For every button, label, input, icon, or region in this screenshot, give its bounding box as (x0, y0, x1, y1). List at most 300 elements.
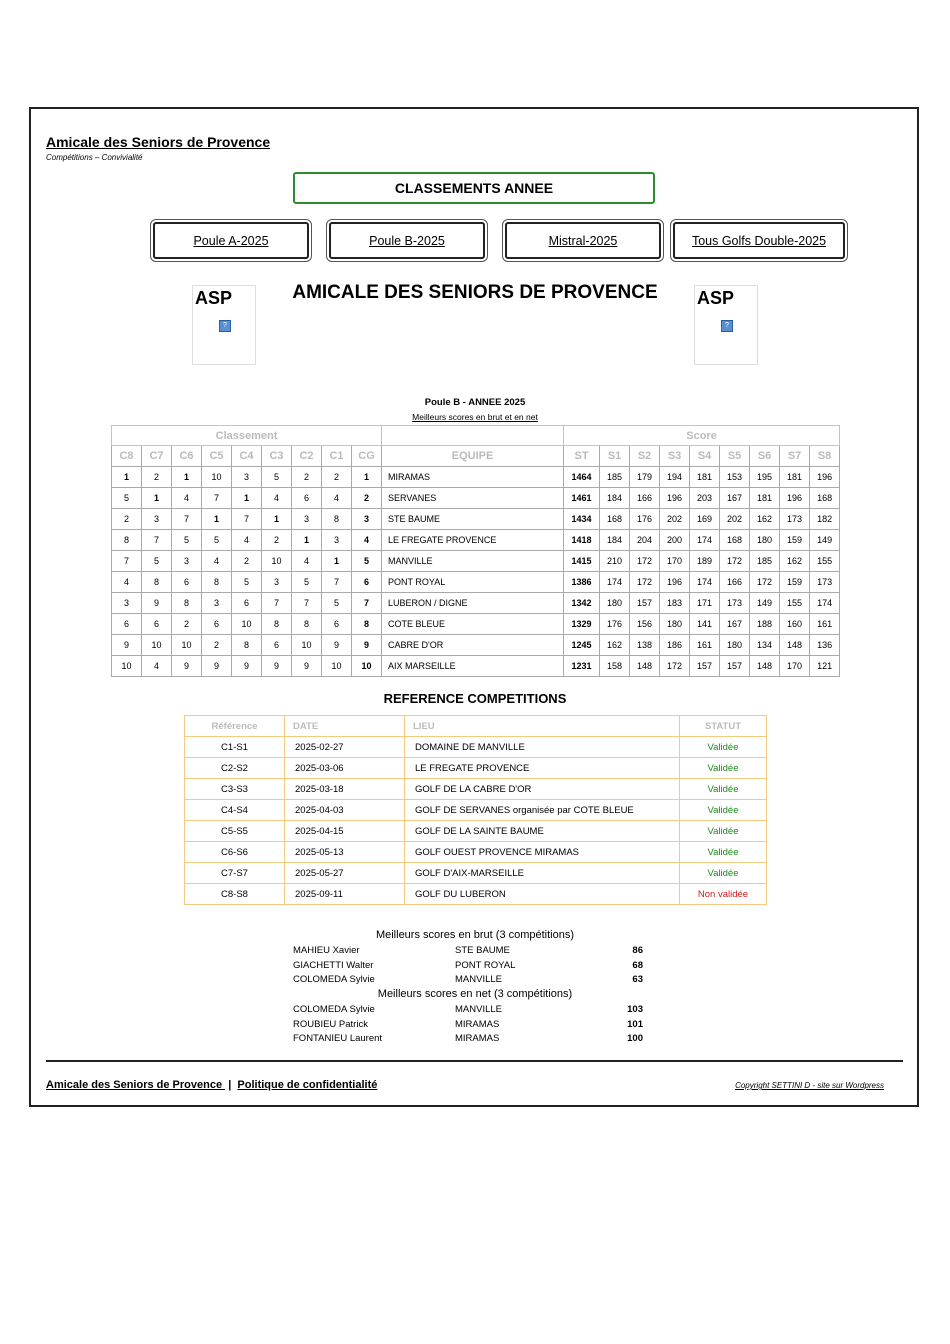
rank-cell: 7 (142, 530, 172, 551)
score-cell: 168 (600, 509, 630, 530)
rank-cell: 2 (352, 488, 382, 509)
rank-cell: 10 (322, 656, 352, 677)
score-cell: 169 (690, 509, 720, 530)
player-club: PONT ROYAL (455, 959, 516, 971)
ref-statut: Validée (680, 821, 767, 842)
nav-button-mistral[interactable]: Mistral-2025 (505, 222, 661, 259)
rank-cell: 7 (292, 593, 322, 614)
rank-cell: 8 (322, 509, 352, 530)
score-cell: 189 (690, 551, 720, 572)
rank-cell: 6 (172, 572, 202, 593)
score-cell: 161 (690, 635, 720, 656)
table-row (185, 842, 767, 863)
ranking-col-header: S8 (810, 446, 840, 467)
score-cell: 200 (660, 530, 690, 551)
table-row (112, 635, 840, 656)
ranking-col-header: EQUIPE (382, 446, 564, 467)
ranking-table (111, 425, 840, 677)
group-header-spacer (382, 426, 564, 446)
rank-cell: 5 (262, 467, 292, 488)
score-cell: 174 (690, 572, 720, 593)
table-row (185, 863, 767, 884)
site-title[interactable]: Amicale des Seniors de Provence (46, 134, 271, 150)
rank-cell: 8 (262, 614, 292, 635)
rank-cell: 5 (112, 488, 142, 509)
score-cell: 162 (780, 551, 810, 572)
team-name: MIRAMAS (382, 467, 564, 488)
ref-statut: Validée (680, 758, 767, 779)
ref-date: 2025-09-11 (285, 884, 405, 905)
table-row (112, 467, 840, 488)
score-cell: 173 (810, 572, 840, 593)
rank-cell: 1 (142, 488, 172, 509)
ref-statut: Validée (680, 800, 767, 821)
score-cell: 162 (750, 509, 780, 530)
rank-cell: 9 (352, 635, 382, 656)
score-cell: 148 (750, 656, 780, 677)
player-score: 103 (627, 1004, 643, 1015)
reference-table (184, 715, 767, 905)
rank-cell: 6 (292, 488, 322, 509)
rank-cell: 7 (352, 593, 382, 614)
nav-button-poule-b[interactable]: Poule B-2025 (329, 222, 485, 259)
rank-cell: 8 (202, 572, 232, 593)
player-club: STE BAUME (455, 945, 510, 956)
rank-cell: 8 (142, 572, 172, 593)
rank-cell: 7 (112, 551, 142, 572)
ranking-col-header: S6 (750, 446, 780, 467)
score-cell: 168 (810, 488, 840, 509)
table-row (112, 530, 840, 551)
table-row (112, 656, 840, 677)
score-cell: 167 (720, 488, 750, 509)
table-row (185, 884, 767, 905)
score-cell: 173 (780, 509, 810, 530)
player-club: MIRAMAS (455, 1018, 500, 1030)
ref-date: 2025-05-13 (285, 842, 405, 863)
ref-lieu: GOLF D'AIX-MARSEILLE (405, 863, 680, 884)
rank-cell: 1 (232, 488, 262, 509)
rank-cell: 4 (142, 656, 172, 677)
rank-cell: 5 (292, 572, 322, 593)
rank-cell: 8 (232, 635, 262, 656)
ranking-title: Poule B - ANNEE 2025 (424, 397, 526, 408)
ranking-col-header: S2 (630, 446, 660, 467)
rank-cell: 3 (322, 530, 352, 551)
ref-lieu: GOLF DE SERVANES organisée par COTE BLEUE (405, 800, 680, 821)
team-name: LE FREGATE PROVENCE (382, 530, 564, 551)
rank-cell: 10 (232, 614, 262, 635)
rank-cell: 9 (142, 593, 172, 614)
team-name: STE BAUME (382, 509, 564, 530)
rank-cell: 1 (202, 509, 232, 530)
rank-cell: 9 (202, 656, 232, 677)
list-item (293, 1019, 653, 1033)
score-cell: 210 (600, 551, 630, 572)
rank-cell: 3 (112, 593, 142, 614)
rank-cell: 8 (112, 530, 142, 551)
rank-cell: 8 (292, 614, 322, 635)
logo-right (694, 285, 758, 365)
ref-lieu: GOLF DE LA SAINTE BAUME (405, 821, 680, 842)
player-name: FONTANIEU Laurent (293, 1033, 383, 1044)
ref-code: C6-S6 (185, 842, 285, 863)
total-score: 1434 (564, 509, 600, 530)
ref-date: 2025-02-27 (285, 737, 405, 758)
score-cell: 173 (720, 593, 750, 614)
team-name: CABRE D'OR (382, 635, 564, 656)
rank-cell: 1 (112, 467, 142, 488)
score-cell: 174 (600, 572, 630, 593)
ref-statut: Validée (680, 842, 767, 863)
reference-title: REFERENCE COMPETITIONS (383, 691, 567, 706)
score-cell: 170 (660, 551, 690, 572)
nav-button-poule-a[interactable]: Poule A-2025 (153, 222, 309, 259)
list-item (293, 945, 653, 959)
rank-cell: 4 (232, 530, 262, 551)
score-cell: 181 (780, 467, 810, 488)
score-cell: 162 (600, 635, 630, 656)
score-cell: 170 (780, 656, 810, 677)
ref-code: C5-S5 (185, 821, 285, 842)
classements-banner: CLASSEMENTS ANNEE (293, 172, 655, 204)
rank-cell: 2 (292, 467, 322, 488)
ranking-col-header: C2 (292, 446, 322, 467)
ref-lieu: GOLF OUEST PROVENCE MIRAMAS (405, 842, 680, 863)
table-row (185, 737, 767, 758)
table-row (185, 821, 767, 842)
rank-cell: 5 (352, 551, 382, 572)
score-cell: 138 (630, 635, 660, 656)
total-score: 1461 (564, 488, 600, 509)
score-cell: 185 (600, 467, 630, 488)
score-cell: 157 (720, 656, 750, 677)
score-cell: 176 (630, 509, 660, 530)
ref-date: 2025-03-18 (285, 779, 405, 800)
rank-cell: 10 (352, 656, 382, 677)
team-name: LUBERON / DIGNE (382, 593, 564, 614)
player-club: MANVILLE (455, 1004, 502, 1015)
ranking-col-header: S4 (690, 446, 720, 467)
score-cell: 202 (720, 509, 750, 530)
score-cell: 179 (630, 467, 660, 488)
team-name: PONT ROYAL (382, 572, 564, 593)
footer-copyright[interactable]: Copyright SETTINI D - site sur Wordpress (735, 1081, 884, 1090)
rank-cell: 5 (172, 530, 202, 551)
ref-statut: Validée (680, 737, 767, 758)
score-cell: 155 (780, 593, 810, 614)
logo-text: ASP (195, 288, 233, 308)
ref-statut: Validée (680, 779, 767, 800)
ref-header-statut: STATUT (680, 716, 767, 737)
rank-cell: 6 (112, 614, 142, 635)
list-item (293, 974, 653, 988)
player-name: COLOMEDA Sylvie (293, 974, 375, 985)
rank-cell: 10 (292, 635, 322, 656)
table-row (185, 800, 767, 821)
ref-date: 2025-03-06 (285, 758, 405, 779)
rank-cell: 2 (112, 509, 142, 530)
rank-cell: 3 (352, 509, 382, 530)
rank-cell: 10 (262, 551, 292, 572)
ref-code: C4-S4 (185, 800, 285, 821)
rank-cell: 10 (172, 635, 202, 656)
rank-cell: 7 (232, 509, 262, 530)
footer-link-privacy[interactable]: Politique de confidentialité (237, 1079, 378, 1091)
total-score: 1415 (564, 551, 600, 572)
rank-cell: 1 (262, 509, 292, 530)
score-cell: 196 (660, 488, 690, 509)
player-score: 86 (632, 945, 643, 956)
rank-cell: 7 (322, 572, 352, 593)
rank-cell: 3 (172, 551, 202, 572)
rank-cell: 3 (142, 509, 172, 530)
score-cell: 157 (630, 593, 660, 614)
rank-cell: 3 (232, 467, 262, 488)
ref-header-lieu: LIEU (405, 716, 680, 737)
footer-link-home[interactable]: Amicale des Seniors de Provence (46, 1079, 226, 1091)
score-cell: 153 (720, 467, 750, 488)
player-score: 101 (627, 1018, 643, 1030)
score-cell: 121 (810, 656, 840, 677)
score-cell: 158 (600, 656, 630, 677)
player-name: MAHIEU Xavier (293, 945, 360, 956)
score-cell: 157 (690, 656, 720, 677)
rank-cell: 4 (202, 551, 232, 572)
ranking-col-header: C3 (262, 446, 292, 467)
rank-cell: 2 (262, 530, 292, 551)
rank-cell: 6 (202, 614, 232, 635)
ref-code: C3-S3 (185, 779, 285, 800)
score-cell: 166 (720, 572, 750, 593)
rank-cell: 5 (202, 530, 232, 551)
team-name: AIX MARSEILLE (382, 656, 564, 677)
team-name: COTE BLEUE (382, 614, 564, 635)
score-cell: 168 (720, 530, 750, 551)
rank-cell: 6 (262, 635, 292, 656)
player-club: MIRAMAS (455, 1033, 500, 1044)
total-score: 1386 (564, 572, 600, 593)
score-cell: 172 (630, 572, 660, 593)
score-cell: 202 (660, 509, 690, 530)
player-name: ROUBIEU Patrick (293, 1018, 368, 1030)
rank-cell: 3 (202, 593, 232, 614)
team-name: MANVILLE (382, 551, 564, 572)
score-cell: 172 (750, 572, 780, 593)
ref-date: 2025-04-15 (285, 821, 405, 842)
ref-date: 2025-04-03 (285, 800, 405, 821)
rank-cell: 5 (322, 593, 352, 614)
rank-cell: 2 (172, 614, 202, 635)
score-cell: 159 (780, 572, 810, 593)
player-score: 100 (627, 1033, 643, 1044)
score-cell: 196 (810, 467, 840, 488)
ref-code: C7-S7 (185, 863, 285, 884)
rank-cell: 3 (262, 572, 292, 593)
rank-cell: 4 (322, 488, 352, 509)
score-cell: 186 (660, 635, 690, 656)
group-header-score: Score (564, 426, 840, 446)
score-cell: 183 (660, 593, 690, 614)
rank-cell: 10 (142, 635, 172, 656)
rank-cell: 10 (112, 656, 142, 677)
group-header-classement: Classement (112, 426, 382, 446)
score-cell: 204 (630, 530, 660, 551)
rank-cell: 2 (322, 467, 352, 488)
score-cell: 148 (630, 656, 660, 677)
list-item (293, 1004, 653, 1018)
score-cell: 174 (810, 593, 840, 614)
player-name: COLOMEDA Sylvie (293, 1004, 375, 1015)
score-cell: 149 (810, 530, 840, 551)
ranking-col-header: CG (352, 446, 382, 467)
rank-cell: 9 (262, 656, 292, 677)
total-score: 1464 (564, 467, 600, 488)
ranking-col-header: C7 (142, 446, 172, 467)
ranking-col-header: ST (564, 446, 600, 467)
list-item (293, 960, 653, 974)
rank-cell: 8 (172, 593, 202, 614)
ranking-col-header: C8 (112, 446, 142, 467)
rank-cell: 6 (352, 572, 382, 593)
score-cell: 180 (600, 593, 630, 614)
ranking-col-header: S1 (600, 446, 630, 467)
score-cell: 148 (780, 635, 810, 656)
site-subtitle: Compétitions – Convivialité (46, 153, 143, 162)
ref-lieu: DOMAINE DE MANVILLE (405, 737, 680, 758)
main-title: AMICALE DES SENIORS DE PROVENCE (292, 282, 658, 303)
rank-cell: 2 (232, 551, 262, 572)
rank-cell: 7 (262, 593, 292, 614)
rank-cell: 1 (172, 467, 202, 488)
score-cell: 176 (600, 614, 630, 635)
score-cell: 156 (630, 614, 660, 635)
rank-cell: 9 (112, 635, 142, 656)
score-cell: 188 (750, 614, 780, 635)
total-score: 1329 (564, 614, 600, 635)
ref-header-reference: Référence (185, 716, 285, 737)
list-item (293, 1033, 653, 1047)
score-cell: 172 (630, 551, 660, 572)
score-cell: 184 (600, 530, 630, 551)
score-cell: 172 (720, 551, 750, 572)
rank-cell: 4 (172, 488, 202, 509)
total-score: 1245 (564, 635, 600, 656)
score-cell: 160 (780, 614, 810, 635)
score-cell: 180 (750, 530, 780, 551)
ref-statut: Non validée (680, 884, 767, 905)
score-cell: 196 (660, 572, 690, 593)
score-cell: 171 (690, 593, 720, 614)
footer-divider (46, 1060, 903, 1062)
rank-cell: 10 (202, 467, 232, 488)
score-cell: 161 (810, 614, 840, 635)
rank-cell: 4 (292, 551, 322, 572)
player-score: 63 (632, 974, 643, 985)
rank-cell: 4 (352, 530, 382, 551)
score-cell: 141 (690, 614, 720, 635)
footer-links (46, 1079, 377, 1091)
score-cell: 180 (660, 614, 690, 635)
score-cell: 172 (660, 656, 690, 677)
rank-cell: 1 (322, 551, 352, 572)
rank-cell: 9 (322, 635, 352, 656)
logo-text: ASP (697, 288, 735, 308)
rank-cell: 3 (292, 509, 322, 530)
ref-code: C2-S2 (185, 758, 285, 779)
rank-cell: 2 (202, 635, 232, 656)
table-row (112, 509, 840, 530)
table-row (185, 779, 767, 800)
rank-cell: 6 (232, 593, 262, 614)
score-cell: 181 (750, 488, 780, 509)
table-row (112, 593, 840, 614)
broken-image-icon: ? (219, 320, 231, 332)
rank-cell: 5 (232, 572, 262, 593)
logo-left (192, 285, 256, 365)
best-net-title: Meilleurs scores en net (3 compétitions) (377, 988, 573, 1000)
ref-code: C8-S8 (185, 884, 285, 905)
ranking-col-header: C6 (172, 446, 202, 467)
score-cell: 149 (750, 593, 780, 614)
score-cell: 184 (600, 488, 630, 509)
rank-cell: 9 (172, 656, 202, 677)
score-cell: 194 (660, 467, 690, 488)
score-cell: 155 (810, 551, 840, 572)
ref-date: 2025-05-27 (285, 863, 405, 884)
broken-image-icon: ? (721, 320, 733, 332)
rank-cell: 9 (232, 656, 262, 677)
total-score: 1231 (564, 656, 600, 677)
team-name: SERVANES (382, 488, 564, 509)
rank-cell: 1 (292, 530, 322, 551)
rank-cell: 6 (322, 614, 352, 635)
score-cell: 134 (750, 635, 780, 656)
rank-cell: 2 (142, 467, 172, 488)
rank-cell: 4 (262, 488, 292, 509)
table-row (112, 488, 840, 509)
score-cell: 180 (720, 635, 750, 656)
table-row (112, 551, 840, 572)
score-cell: 136 (810, 635, 840, 656)
ranking-subtitle[interactable]: Meilleurs scores en brut et en net (412, 412, 538, 422)
table-row (112, 614, 840, 635)
ref-code: C1-S1 (185, 737, 285, 758)
score-cell: 182 (810, 509, 840, 530)
ref-lieu: LE FREGATE PROVENCE (405, 758, 680, 779)
table-row (185, 758, 767, 779)
score-cell: 196 (780, 488, 810, 509)
rank-cell: 4 (112, 572, 142, 593)
score-cell: 181 (690, 467, 720, 488)
total-score: 1418 (564, 530, 600, 551)
score-cell: 185 (750, 551, 780, 572)
rank-cell: 5 (142, 551, 172, 572)
rank-cell: 7 (202, 488, 232, 509)
rank-cell: 7 (172, 509, 202, 530)
ranking-col-header: C4 (232, 446, 262, 467)
ranking-col-header: S3 (660, 446, 690, 467)
ref-lieu: GOLF DE LA CABRE D'OR (405, 779, 680, 800)
total-score: 1342 (564, 593, 600, 614)
score-cell: 174 (690, 530, 720, 551)
nav-button-tous-golfs[interactable]: Tous Golfs Double-2025 (673, 222, 845, 259)
ranking-col-header: C1 (322, 446, 352, 467)
table-row (112, 572, 840, 593)
player-club: MANVILLE (455, 974, 502, 985)
footer-separator: | (228, 1079, 232, 1091)
ranking-col-header: S7 (780, 446, 810, 467)
